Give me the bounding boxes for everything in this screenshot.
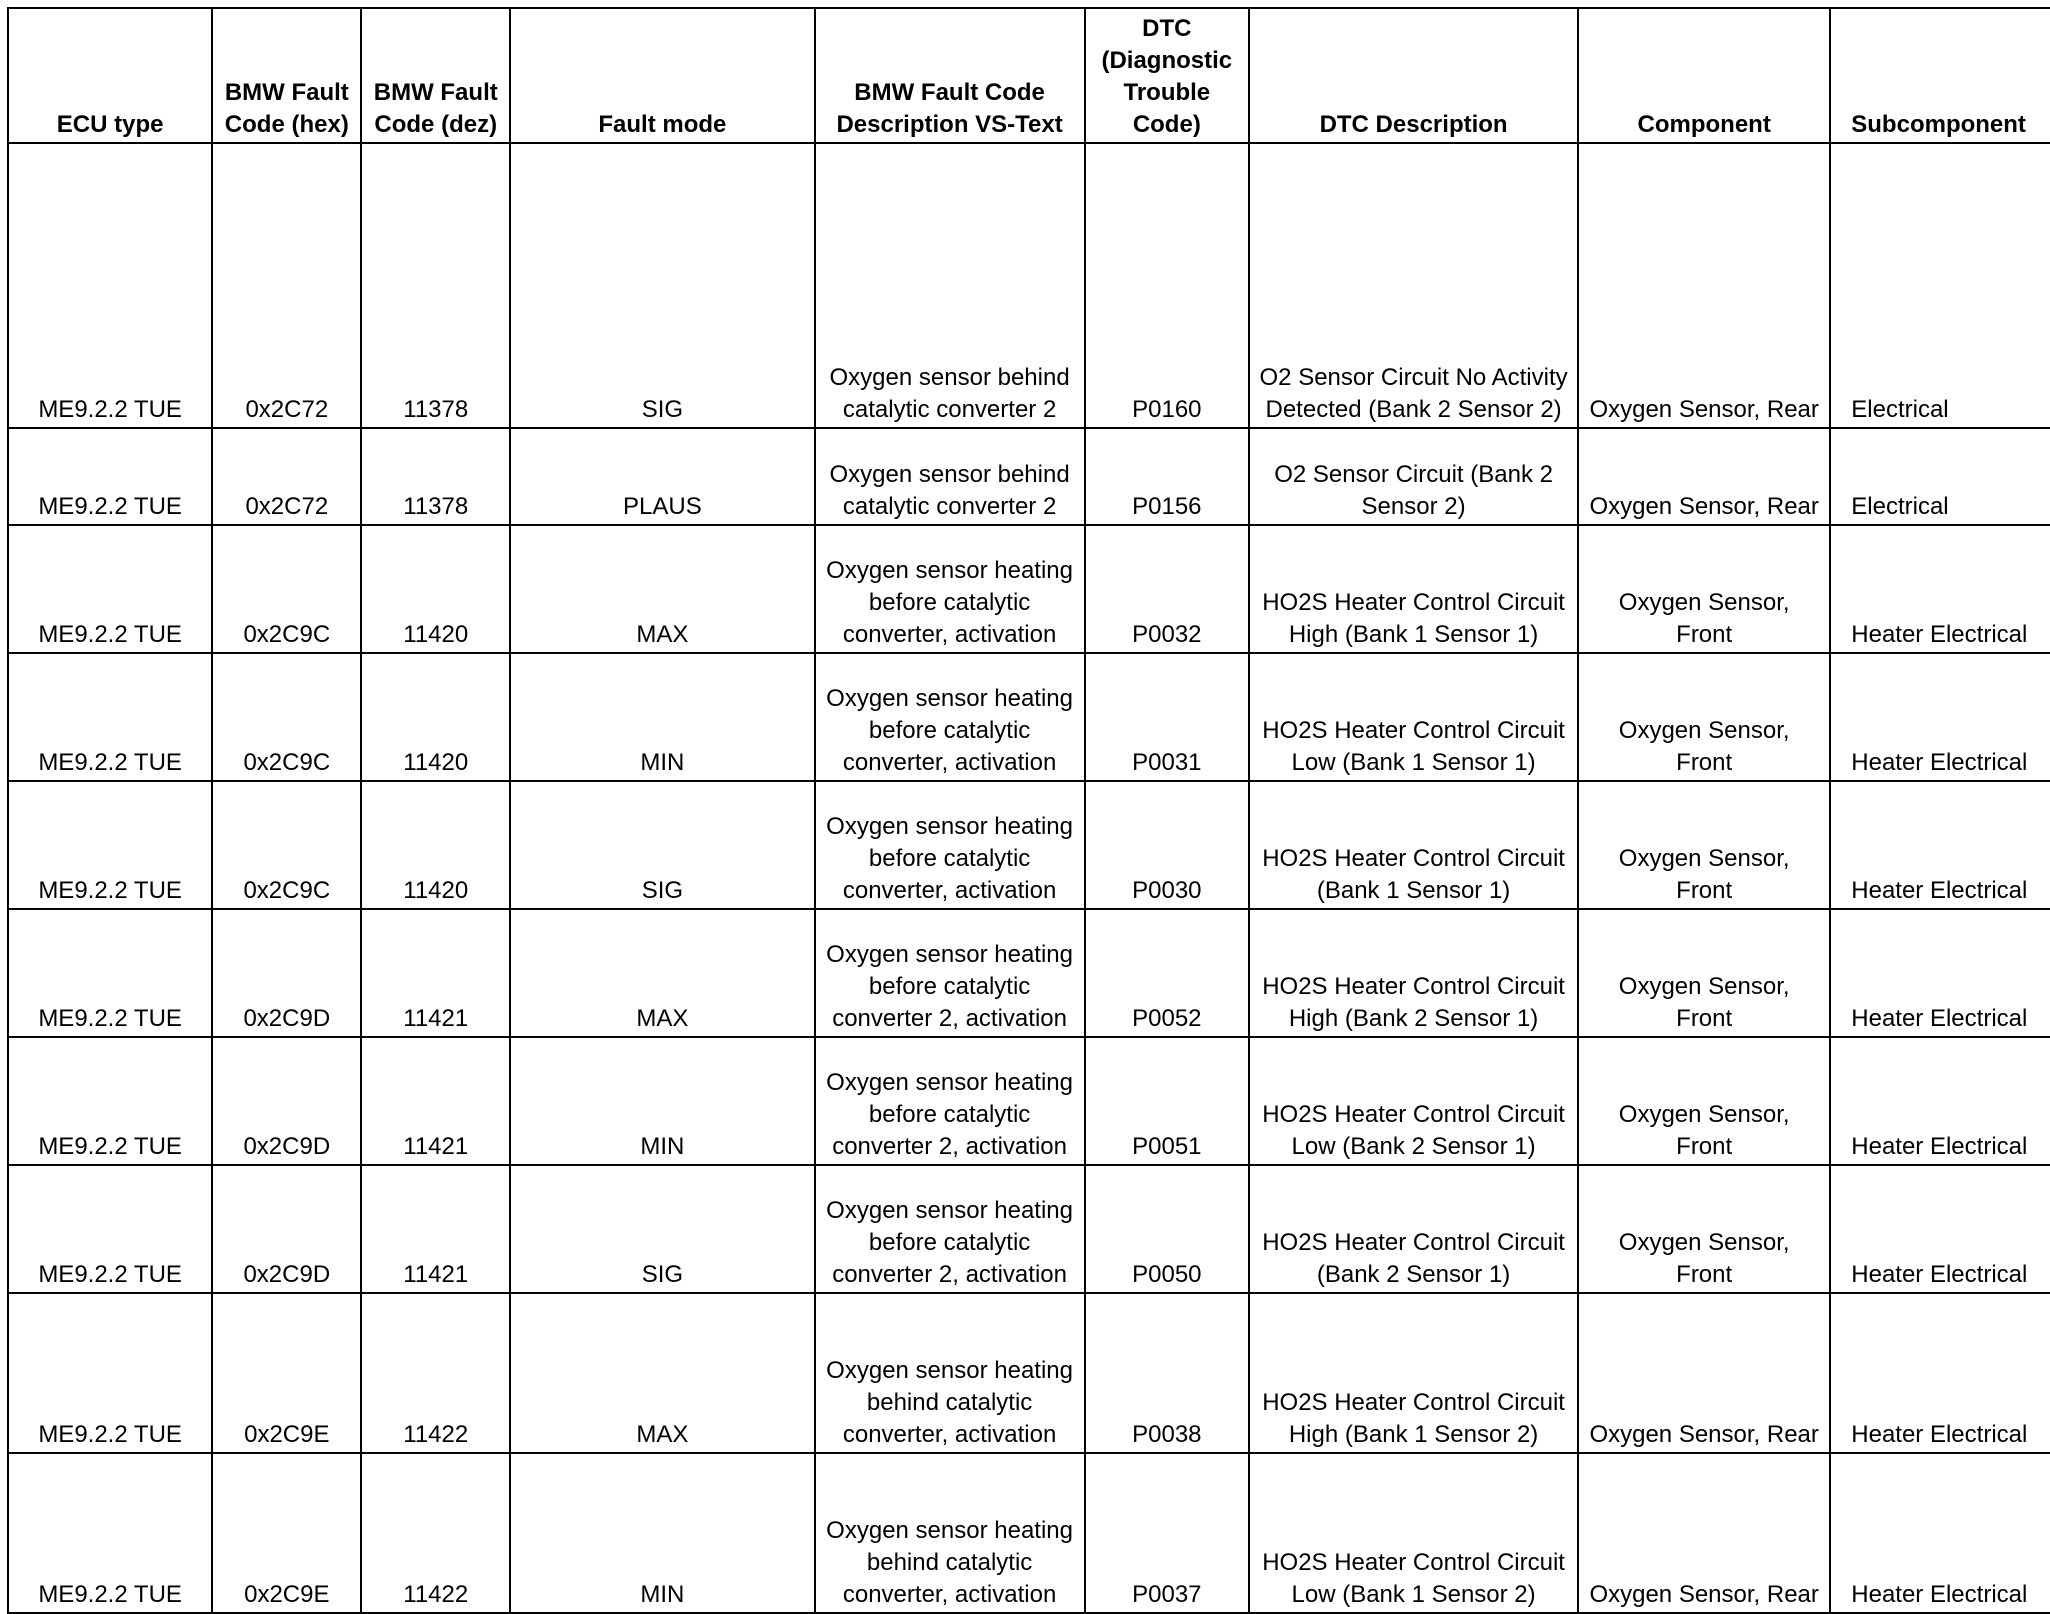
cell-fault-code-dez: 11421 <box>361 1165 510 1293</box>
cell-subcomponent: Heater Electrical <box>1830 1165 2050 1293</box>
cell-ecu-type: ME9.2.2 TUE <box>8 653 212 781</box>
cell-ecu-type: ME9.2.2 TUE <box>8 525 212 653</box>
cell-fault-mode: MIN <box>510 1453 815 1613</box>
cell-component: Oxygen Sensor, Rear <box>1578 1453 1830 1613</box>
header-dtc: DTC (Diagnostic Trouble Code) <box>1085 8 1250 143</box>
cell-fault-mode: SIG <box>510 143 815 428</box>
header-component: Component <box>1578 8 1830 143</box>
cell-dtc: P0052 <box>1085 909 1250 1037</box>
cell-subcomponent: Heater Electrical <box>1830 1037 2050 1165</box>
cell-vs-text: Oxygen sensor heating before catalytic converter, activation <box>815 525 1085 653</box>
cell-fault-code-dez: 11420 <box>361 653 510 781</box>
cell-fault-code-dez: 11378 <box>361 143 510 428</box>
cell-fault-code-hex: 0x2C72 <box>212 428 361 525</box>
header-row <box>8 8 2050 143</box>
cell-subcomponent: Electrical <box>1830 143 2050 428</box>
cell-ecu-type: ME9.2.2 TUE <box>8 781 212 909</box>
cell-fault-mode: MAX <box>510 909 815 1037</box>
cell-vs-text: Oxygen sensor heating before catalytic converter 2, activation <box>815 1165 1085 1293</box>
cell-dtc-description: HO2S Heater Control Circuit (Bank 1 Sensor 1) <box>1249 781 1578 909</box>
cell-fault-mode: SIG <box>510 781 815 909</box>
cell-component: Oxygen Sensor, Front <box>1578 653 1830 781</box>
cell-fault-mode: MAX <box>510 525 815 653</box>
cell-component: Oxygen Sensor, Rear <box>1578 1293 1830 1453</box>
cell-ecu-type: ME9.2.2 TUE <box>8 1453 212 1613</box>
cell-dtc: P0156 <box>1085 428 1250 525</box>
cell-subcomponent: Heater Electrical <box>1830 525 2050 653</box>
cell-dtc-description: O2 Sensor Circuit No Activity Detected (Bank 2 Sensor 2) <box>1249 143 1578 428</box>
cell-dtc-description: HO2S Heater Control Circuit High (Bank 1 Sensor 1) <box>1249 525 1578 653</box>
cell-vs-text: Oxygen sensor heating before catalytic converter 2, activation <box>815 1037 1085 1165</box>
cell-dtc: P0030 <box>1085 781 1250 909</box>
cell-ecu-type: ME9.2.2 TUE <box>8 909 212 1037</box>
cell-subcomponent: Heater Electrical <box>1830 909 2050 1037</box>
cell-dtc-description: HO2S Heater Control Circuit (Bank 2 Sensor 1) <box>1249 1165 1578 1293</box>
cell-fault-code-hex: 0x2C9D <box>212 909 361 1037</box>
cell-component: Oxygen Sensor, Rear <box>1578 428 1830 525</box>
cell-fault-code-dez: 11420 <box>361 781 510 909</box>
header-dtc-description: DTC Description <box>1249 8 1578 143</box>
cell-dtc-description: HO2S Heater Control Circuit Low (Bank 1 Sensor 2) <box>1249 1453 1578 1613</box>
cell-fault-code-dez: 11421 <box>361 909 510 1037</box>
cell-subcomponent: Heater Electrical <box>1830 1293 2050 1453</box>
cell-dtc: P0032 <box>1085 525 1250 653</box>
cell-dtc: P0031 <box>1085 653 1250 781</box>
header-fault-mode: Fault mode <box>510 8 815 143</box>
header-subcomponent: Subcomponent <box>1830 8 2050 143</box>
cell-dtc-description: HO2S Heater Control Circuit Low (Bank 1 Sensor 1) <box>1249 653 1578 781</box>
cell-component: Oxygen Sensor, Rear <box>1578 143 1830 428</box>
cell-fault-code-hex: 0x2C9D <box>212 1037 361 1165</box>
cell-ecu-type: ME9.2.2 TUE <box>8 1037 212 1165</box>
table-row <box>8 525 2050 653</box>
cell-fault-code-dez: 11422 <box>361 1293 510 1453</box>
cell-vs-text: Oxygen sensor behind catalytic converter 2 <box>815 428 1085 525</box>
cell-fault-code-hex: 0x2C9E <box>212 1453 361 1613</box>
cell-dtc-description: HO2S Heater Control Circuit High (Bank 1 Sensor 2) <box>1249 1293 1578 1453</box>
cell-fault-code-dez: 11421 <box>361 1037 510 1165</box>
cell-fault-mode: MIN <box>510 1037 815 1165</box>
cell-vs-text: Oxygen sensor heating behind catalytic converter, activation <box>815 1453 1085 1613</box>
cell-subcomponent: Heater Electrical <box>1830 1453 2050 1613</box>
cell-ecu-type: ME9.2.2 TUE <box>8 428 212 525</box>
cell-subcomponent: Heater Electrical <box>1830 653 2050 781</box>
cell-dtc: P0160 <box>1085 143 1250 428</box>
cell-fault-code-hex: 0x2C9C <box>212 525 361 653</box>
fault-code-table <box>7 7 2050 1614</box>
table-row <box>8 1293 2050 1453</box>
cell-fault-code-hex: 0x2C9C <box>212 781 361 909</box>
cell-component: Oxygen Sensor, Front <box>1578 909 1830 1037</box>
cell-dtc-description: HO2S Heater Control Circuit High (Bank 2 Sensor 1) <box>1249 909 1578 1037</box>
cell-fault-code-dez: 11422 <box>361 1453 510 1613</box>
cell-dtc: P0051 <box>1085 1037 1250 1165</box>
table-row <box>8 909 2050 1037</box>
spreadsheet <box>7 7 2050 1614</box>
table-row <box>8 1453 2050 1613</box>
cell-vs-text: Oxygen sensor heating before catalytic converter 2, activation <box>815 909 1085 1037</box>
cell-fault-mode: MAX <box>510 1293 815 1453</box>
table-row <box>8 653 2050 781</box>
cell-fault-code-dez: 11420 <box>361 525 510 653</box>
table-row <box>8 143 2050 428</box>
header-ecu-type: ECU type <box>8 8 212 143</box>
table-row <box>8 1165 2050 1293</box>
table-row <box>8 428 2050 525</box>
cell-vs-text: Oxygen sensor heating before catalytic converter, activation <box>815 653 1085 781</box>
cell-fault-mode: MIN <box>510 653 815 781</box>
cell-fault-mode: SIG <box>510 1165 815 1293</box>
cell-fault-code-dez: 11378 <box>361 428 510 525</box>
header-fault-code-hex: BMW Fault Code (hex) <box>212 8 361 143</box>
cell-component: Oxygen Sensor, Front <box>1578 781 1830 909</box>
cell-ecu-type: ME9.2.2 TUE <box>8 1293 212 1453</box>
cell-dtc: P0050 <box>1085 1165 1250 1293</box>
header-fault-code-dez: BMW Fault Code (dez) <box>361 8 510 143</box>
cell-subcomponent: Heater Electrical <box>1830 781 2050 909</box>
cell-vs-text: Oxygen sensor heating behind catalytic converter, activation <box>815 1293 1085 1453</box>
cell-fault-code-hex: 0x2C9D <box>212 1165 361 1293</box>
cell-component: Oxygen Sensor, Front <box>1578 1037 1830 1165</box>
cell-vs-text: Oxygen sensor behind catalytic converter 2 <box>815 143 1085 428</box>
cell-subcomponent: Electrical <box>1830 428 2050 525</box>
cell-dtc: P0038 <box>1085 1293 1250 1453</box>
table-row <box>8 781 2050 909</box>
cell-vs-text: Oxygen sensor heating before catalytic converter, activation <box>815 781 1085 909</box>
cell-dtc-description: O2 Sensor Circuit (Bank 2 Sensor 2) <box>1249 428 1578 525</box>
cell-fault-code-hex: 0x2C9C <box>212 653 361 781</box>
cell-fault-mode: PLAUS <box>510 428 815 525</box>
cell-component: Oxygen Sensor, Front <box>1578 525 1830 653</box>
cell-dtc-description: HO2S Heater Control Circuit Low (Bank 2 Sensor 1) <box>1249 1037 1578 1165</box>
cell-fault-code-hex: 0x2C9E <box>212 1293 361 1453</box>
cell-ecu-type: ME9.2.2 TUE <box>8 1165 212 1293</box>
cell-component: Oxygen Sensor, Front <box>1578 1165 1830 1293</box>
table-row <box>8 1037 2050 1165</box>
cell-fault-code-hex: 0x2C72 <box>212 143 361 428</box>
header-vs-text: BMW Fault Code Description VS-Text <box>815 8 1085 143</box>
cell-dtc: P0037 <box>1085 1453 1250 1613</box>
cell-ecu-type: ME9.2.2 TUE <box>8 143 212 428</box>
